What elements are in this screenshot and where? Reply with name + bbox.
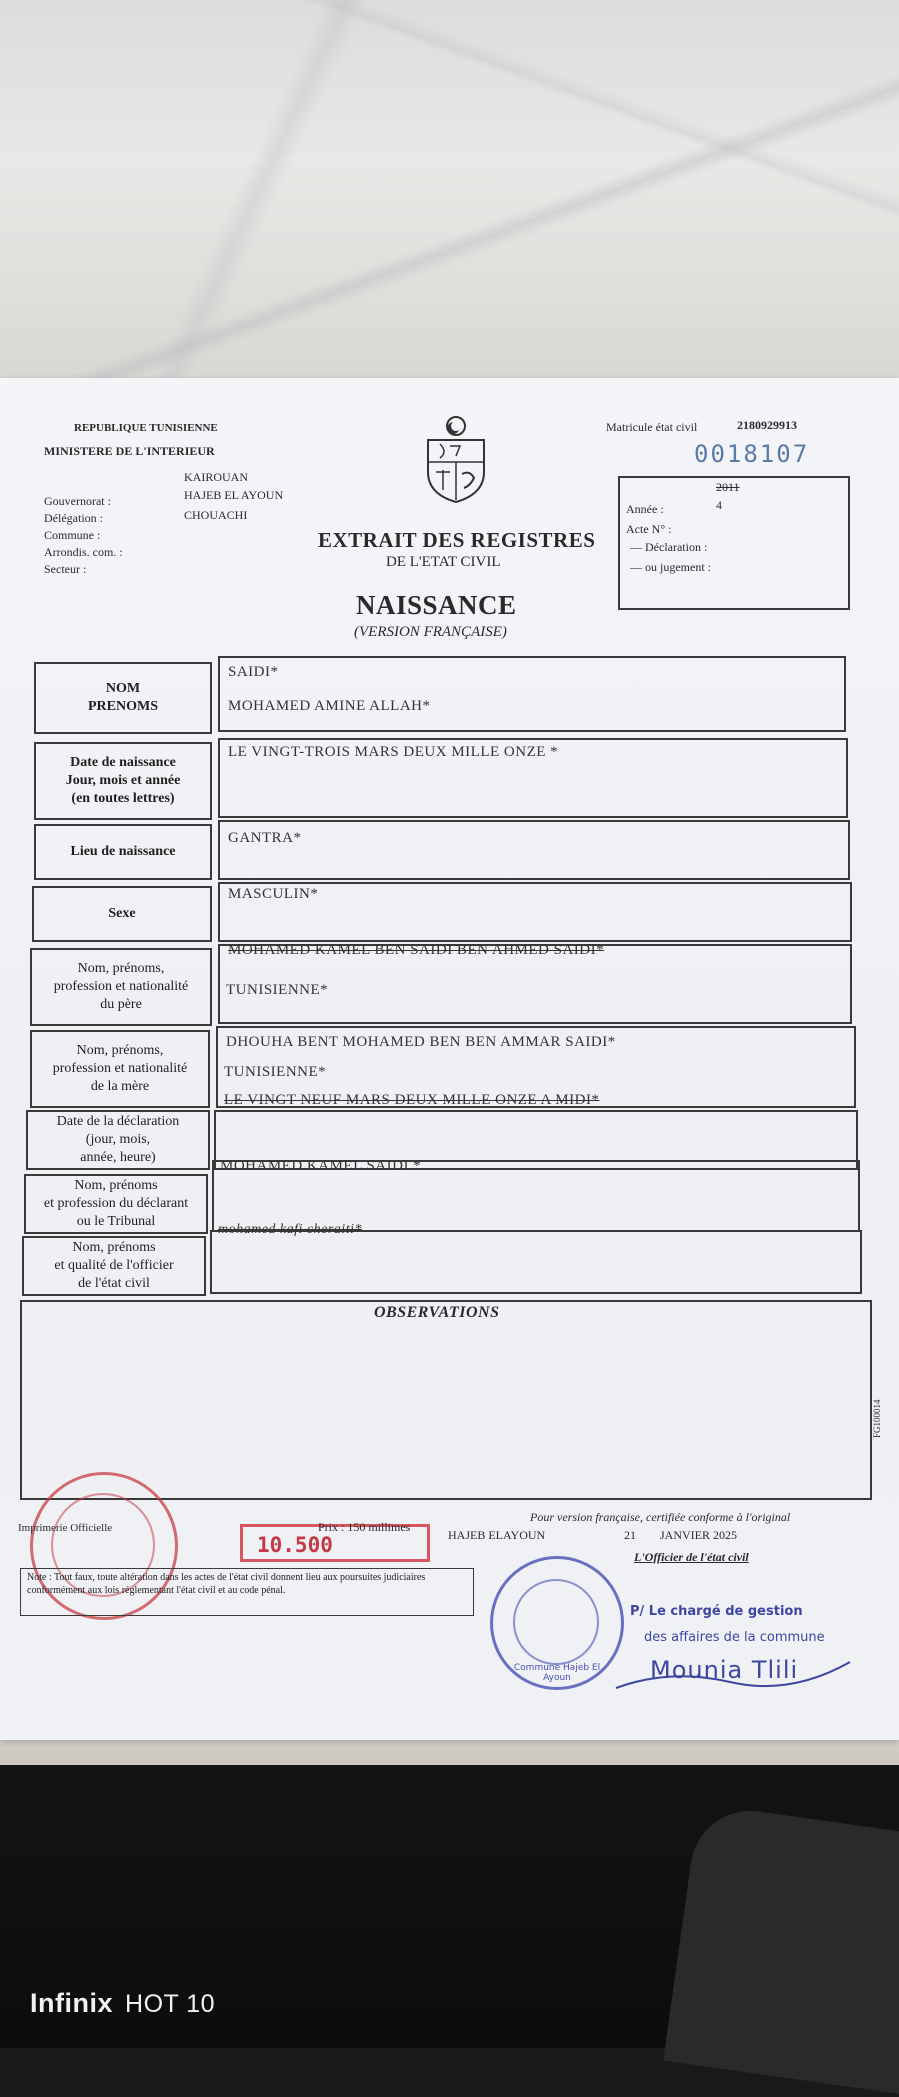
birth-certificate-paper: [0, 378, 899, 1740]
sexe-label: Sexe: [32, 886, 212, 942]
charge-line1: P/ Le chargé de gestion: [630, 1604, 803, 1619]
imprimerie-text: Imprimerie Officielle: [18, 1522, 113, 1534]
charge-line2: des affaires de la commune: [644, 1630, 825, 1645]
ministere-text: MINISTERE DE L'INTERIEUR: [44, 444, 215, 458]
acte-value: 4: [716, 498, 722, 512]
marble-background: [0, 0, 899, 400]
commune-value: CHOUACHI: [184, 508, 248, 522]
lieu-date-rest: JANVIER 2025: [660, 1528, 737, 1542]
mere-label: Nom, prénoms, profession et nationalité de la mère: [30, 1030, 210, 1108]
pere-nationality: TUNISIENNE*: [226, 982, 329, 998]
title-main: EXTRAIT DES REGISTRES: [318, 528, 596, 552]
pere-label: Nom, prénoms, profession et nationalité du père: [30, 948, 212, 1026]
matricule-label: Matricule état civil: [606, 420, 698, 434]
declaration-date-label: Date de la déclaration (jour, mois, année, heure): [26, 1110, 210, 1170]
officier-value: mohamed kafi cheraiti*: [218, 1222, 362, 1237]
prenoms-value: MOHAMED AMINE ALLAH*: [228, 698, 431, 714]
serial-number: 0018107: [694, 440, 810, 468]
date-naissance-value: LE VINGT-TROIS MARS DEUX MILLE ONZE *: [228, 744, 559, 760]
nom-prenoms-field: [218, 656, 846, 732]
mere-value: DHOUHA BENT MOHAMED BEN BEN AMMAR SAIDI*: [226, 1034, 616, 1050]
officier-field: [210, 1230, 862, 1294]
acte-box: [618, 476, 850, 610]
camera-brand: Infinix: [30, 1988, 113, 2018]
lieu-naissance-label: Lieu de naissance: [34, 824, 212, 880]
acte-label: Acte N° :: [626, 522, 672, 536]
gouvernorat-label: Gouvernorat :: [44, 494, 111, 508]
pere-value: MOHAMED KAMEL BEN SAIDI BEN AHMED SAIDI*: [228, 942, 605, 958]
fiscal-stamp-value: 10.500: [257, 1533, 333, 1557]
lieu-date-day: 21: [624, 1528, 636, 1542]
republique-text: REPUBLIQUE TUNISIENNE: [74, 422, 218, 434]
fabric-object: [663, 1803, 899, 2097]
nom-label: NOM: [105, 681, 141, 696]
signature-scribble: [610, 1648, 860, 1698]
nom-value: SAIDI*: [228, 664, 279, 680]
certification-text: Pour version française, certifiée conforme à l'original: [530, 1510, 791, 1524]
observations-box: [20, 1300, 872, 1500]
delegation-label: Délégation :: [44, 511, 103, 525]
jugement-label: — ou jugement :: [630, 560, 711, 574]
version-text: (VERSION FRANÇAISE): [354, 624, 507, 640]
delegation-value: HAJEB EL AYOUN: [184, 488, 284, 502]
camera-watermark: [30, 1988, 215, 2019]
camera-model: HOT 10: [125, 1990, 216, 2018]
blue-stamp-text: Commune Hajeb El Ayoun: [513, 1663, 601, 1683]
annee-label: Année :: [626, 502, 664, 516]
doc-type: NAISSANCE: [356, 590, 517, 620]
annee-value: 2011: [716, 480, 740, 494]
prenoms-label: PRENOMS: [88, 699, 158, 714]
declarant-value: MOHAMED KAMEL SAIDI *: [220, 1158, 422, 1174]
lieu-date-place: HAJEB ELAYOUN: [448, 1528, 546, 1542]
officier-label: Nom, prénoms et qualité de l'officier de l'état civil: [22, 1236, 206, 1296]
side-code: FG100014: [872, 1399, 882, 1438]
blue-stamp-icon: [490, 1556, 624, 1690]
nom-prenoms-label: [34, 662, 212, 734]
signature-name: Mounia Tlili: [650, 1656, 799, 1684]
date-naissance-label: Date de naissance Jour, mois et année (en toutes lettres): [34, 742, 212, 820]
lieu-naissance-field: [218, 820, 850, 880]
observations-label: OBSERVATIONS: [374, 1304, 500, 1321]
arrondis-label: Arrondis. com. :: [44, 545, 123, 559]
declarant-label: Nom, prénoms et profession du déclarant ou le Tribunal: [24, 1174, 208, 1234]
declaration-date-value: LE VINGT NEUF MARS DEUX MILLE ONZE A MIDI*: [224, 1092, 600, 1108]
legal-note: Note : Tout faux, toute altération dans les actes de l'état civil donnent lieu aux poursuites judiciaires conformément aux lois réglementant l'état civil et au code pénal.: [20, 1568, 474, 1616]
sexe-value: MASCULIN*: [228, 886, 319, 902]
matricule-value: 2180929913: [737, 418, 797, 432]
gouvernorat-value: KAIROUAN: [184, 470, 248, 484]
title-sub: DE L'ETAT CIVIL: [386, 554, 501, 570]
officier-title: L'Officier de l'état civil: [634, 1550, 749, 1564]
mere-nationality: TUNISIENNE*: [224, 1064, 327, 1080]
commune-label: Commune :: [44, 528, 101, 542]
coat-of-arms-icon: [420, 414, 492, 504]
declaration-label: — Déclaration :: [630, 540, 708, 554]
prix-text: Prix : 150 millimes: [318, 1520, 411, 1534]
secteur-label: Secteur :: [44, 562, 87, 576]
lieu-naissance-value: GANTRA*: [228, 830, 302, 846]
